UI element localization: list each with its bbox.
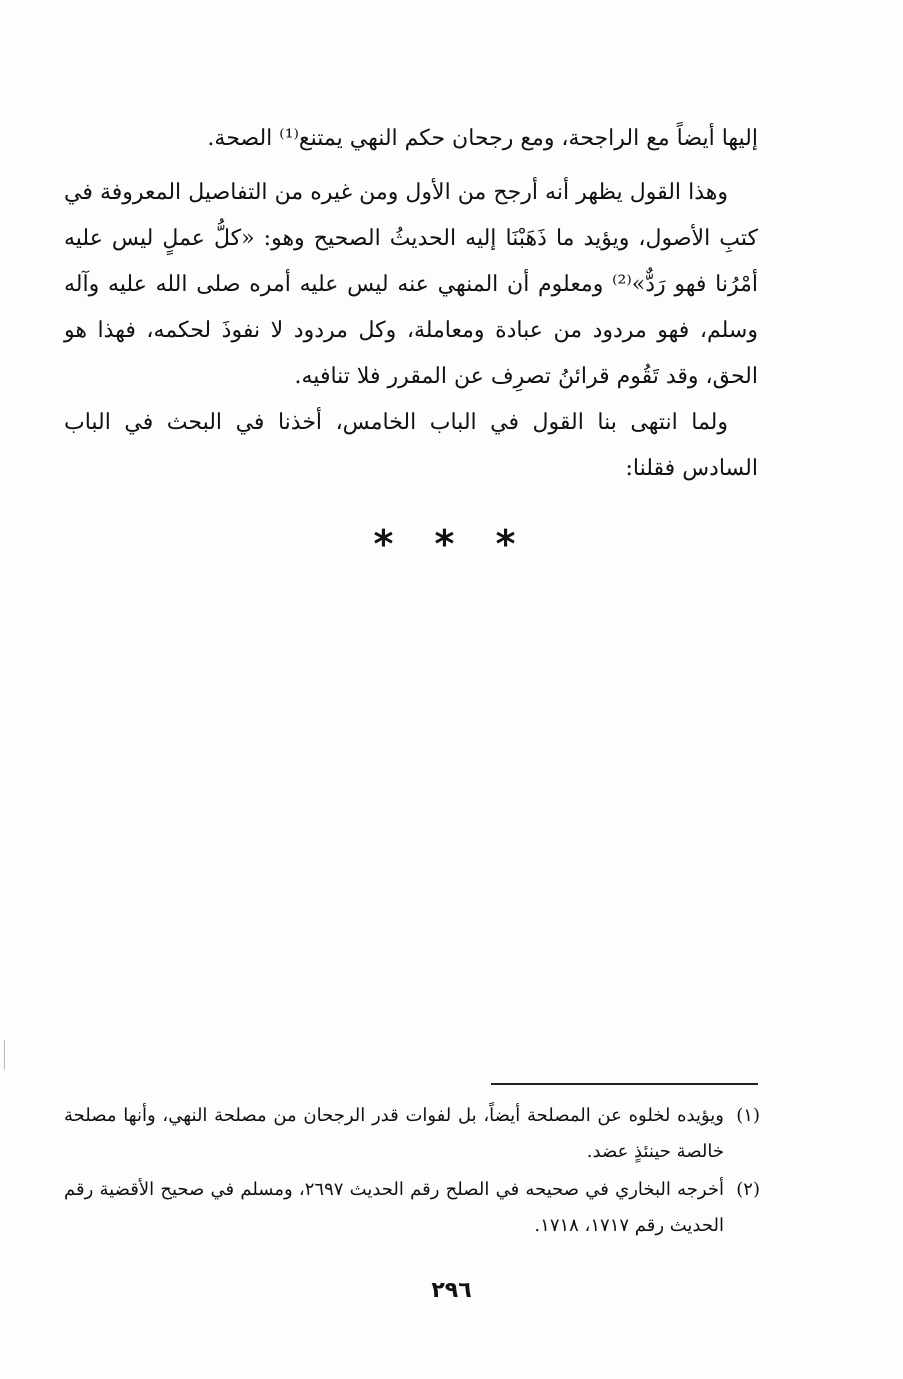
footnote-item bbox=[64, 1172, 760, 1244]
footnote-marker: (١) bbox=[736, 1105, 760, 1126]
section-separator: * * * bbox=[373, 522, 530, 566]
body-paragraph-1: إليها أيضاً مع الراجحة، ومع رجحان حكم النهي يمتنع⁽¹⁾ الصحة. bbox=[207, 126, 758, 151]
body-text-block bbox=[64, 170, 758, 400]
body-paragraph-3: ولما انتهى بنا القول في الباب الخامس، أخذنا في البحث في الباب السادس فقلنا: bbox=[64, 410, 758, 481]
footnotes bbox=[64, 1098, 760, 1246]
body-text-block bbox=[64, 116, 758, 162]
scan-edge-mark bbox=[4, 1040, 5, 1070]
footnote-text: ويؤيده لخلوه عن المصلحة أيضاً، بل لفوات قدر الرجحان من مصلحة النهي، وأنها مصلحة خالصة حينئذٍ عضد. bbox=[64, 1105, 724, 1162]
footnote-item bbox=[64, 1098, 760, 1170]
page-number: ٢٩٦ bbox=[431, 1278, 472, 1303]
body-text-block bbox=[64, 400, 758, 492]
footnote-text: أخرجه البخاري في صحيحه في الصلح رقم الحديث ٢٦٩٧، ومسلم في صحيح الأقضية رقم الحديث رقم ١٧١٧، ١٧١٨. bbox=[64, 1179, 724, 1236]
body-paragraph-2: وهذا القول يظهر أنه أرجح من الأول ومن غيره من التفاصيل المعروفة في كتبِ الأصول، ويؤيد ما ذَهَبْنَا إليه الحديثُ الصحيح وهو: «كلُّ عملٍ ليس عليه أمْرُنا فهو رَدٌّ»⁽²⁾ ومعلوم أن المنهي عنه ليس عليه أمره صلى الله عليه وآله وسلم، فهو مردود من عبادة ومعاملة، وكل مردود لا نفوذَ لحكمه، فهذا هو الحق، وقد تَقُوم قرائنُ تصرِف عن المقرر فلا تنافيه. bbox=[64, 180, 758, 389]
footnote-divider bbox=[491, 1083, 758, 1085]
footnote-marker: (٢) bbox=[736, 1179, 760, 1200]
